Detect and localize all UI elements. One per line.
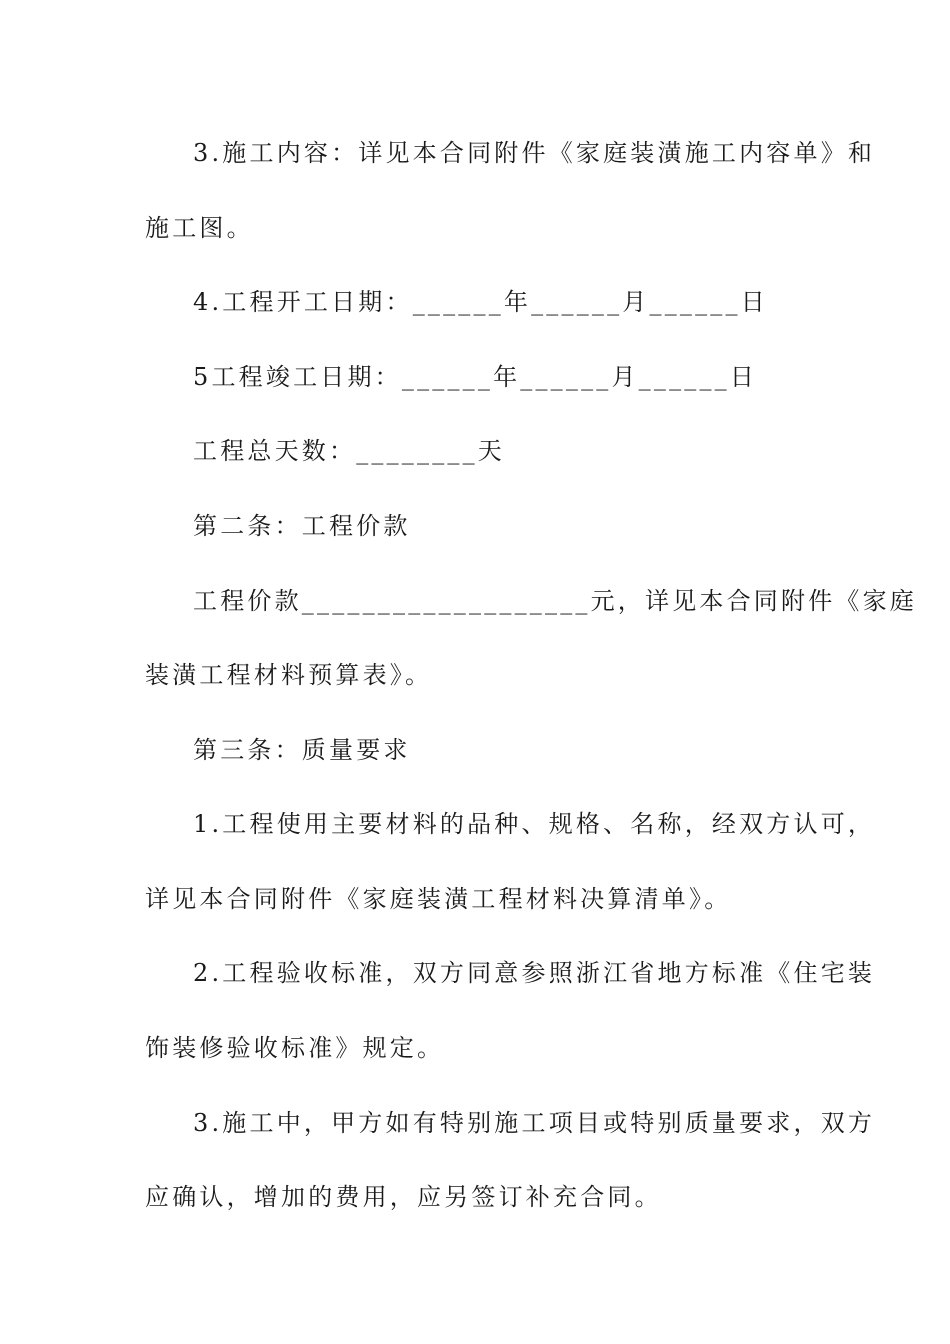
paragraph-line: 2.工程验收标准，双方同意参照浙江省地方标准《住宅装 xyxy=(193,959,876,987)
section-heading: 第二条：工程价款 xyxy=(193,512,411,540)
paragraph-line: 应确认，增加的费用，应另签订补充合同。 xyxy=(145,1183,662,1211)
paragraph-line: 3.施工中，甲方如有特别施工项目或特别质量要求，双方 xyxy=(193,1109,876,1137)
paragraph-line: 施工图。 xyxy=(145,214,254,242)
paragraph-line: 1.工程使用主要材料的品种、规格、名称，经双方认可， xyxy=(193,810,876,838)
paragraph-line: 详见本合同附件《家庭装潢工程材料决算清单》。 xyxy=(145,885,732,913)
paragraph-line: 饰装修验收标准》规定。 xyxy=(145,1034,445,1062)
paragraph-line: 装潢工程材料预算表》。 xyxy=(145,661,433,689)
paragraph-line: 3.施工内容：详见本合同附件《家庭装潢施工内容单》和 xyxy=(193,139,876,167)
section-heading: 第三条：质量要求 xyxy=(193,736,411,764)
total-days-line: 工程总天数：________天 xyxy=(193,437,505,465)
start-date-line: 4.工程开工日期：______年______月______日 xyxy=(193,288,768,316)
completion-date-line: 5工程竣工日期：______年______月______日 xyxy=(193,363,758,391)
paragraph-line: 工程价款___________________元，详见本合同附件《家庭 xyxy=(193,587,917,615)
